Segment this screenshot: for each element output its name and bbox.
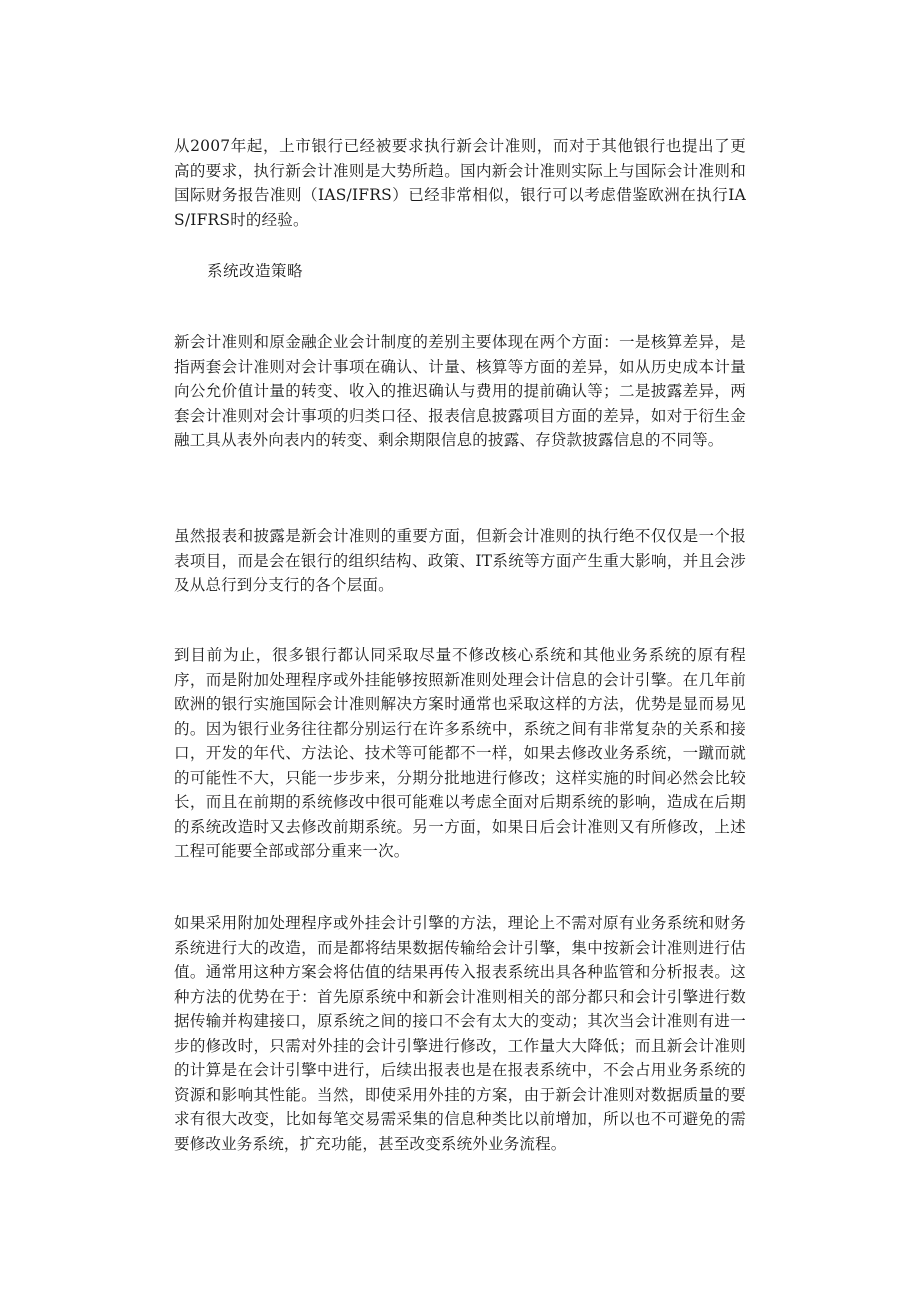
paragraph-approach: 到目前为止，很多银行都认同采取尽量不修改核心系统和其他业务系统的原有程序，而是附加处理程序或外挂能够按照新准则处理会计信息的会计引擎。在几年前欧洲的银行实施国际会计准则解决方案时通常也采取这样的方法，优势是显而易见的。因为银行业务往往都分别运行在许多系统中，系统之间有非常复杂的关系和接口，开发的年代、方法论、技术等可能都不一样，如果去修改业务系统，一蹴而就的可能性不大，只能一步步来，分期分批地进行修改；这样实施的时间必然会比较长，而且在前期的系统修改中很可能难以考虑全面对后期系统的影响，造成在后期的系统改造时又去修改前期系统。另一方面，如果日后会计准则又有所修改，上述工程可能要全部或部分重来一次。 — [174, 646, 746, 860]
paragraph-impact: 虽然报表和披露是新会计准则的重要方面，但新会计准则的执行绝不仅仅是一个报表项目，而是会在银行的组织结构、政策、IT系统等方面产生重大影响，并且会涉及从总行到分支行的各个层面。 — [174, 527, 746, 594]
section-heading: 系统改造策略 — [207, 262, 304, 280]
paragraph-intro: 从2007年起，上市银行已经被要求执行新会计准则，而对于其他银行也提出了更高的要求，执行新会计准则是大势所趋。国内新会计准则实际上与国际会计准则和国际财务报告准则（IAS/IFRS）已经非常相似，银行可以考虑借鉴欧洲在执行IAS/IFRS时的经验。 — [174, 137, 746, 229]
paragraph-accounting-engine: 如果采用附加处理程序或外挂会计引擎的方法，理论上不需对原有业务系统和财务系统进行大的改造，而是都将结果数据传输给会计引擎，集中按新会计准则进行估值。通常用这种方案会将估值的结果再传入报表系统出具各种监管和分析报表。这种方法的优势在于：首先原系统中和新会计准则相关的部分都只和会计引擎进行数据传输并构建接口，原系统之间的接口不会有太大的变动；其次当会计准则有进一步的修改时，只需对外挂的会计引擎进行修改，工作量大大降低；而且新会计准则的计算是在会计引擎中进行，后续出报表也是在报表系统中，不会占用业务系统的资源和影响其性能。当然，即使采用外挂的方案，由于新会计准则对数据质量的要求有很大改变，比如每笔交易需采集的信息种类比以前增加，所以也不可避免的需要修改业务系统，扩充功能，甚至改变系统外业务流程。 — [174, 914, 746, 1153]
paragraph-differences: 新会计准则和原金融企业会计制度的差别主要体现在两个方面：一是核算差异，是指两套会计准则对会计事项在确认、计量、核算等方面的差异，如从历史成本计量向公允价值计量的转变、收入的推迟确认与费用的提前确认等；二是披露差异，两套会计准则对会计事项的归类口径、报表信息披露项目方面的差异，如对于衍生金融工具从表外向表内的转变、剩余期限信息的披露、存贷款披露信息的不同等。 — [174, 333, 746, 449]
